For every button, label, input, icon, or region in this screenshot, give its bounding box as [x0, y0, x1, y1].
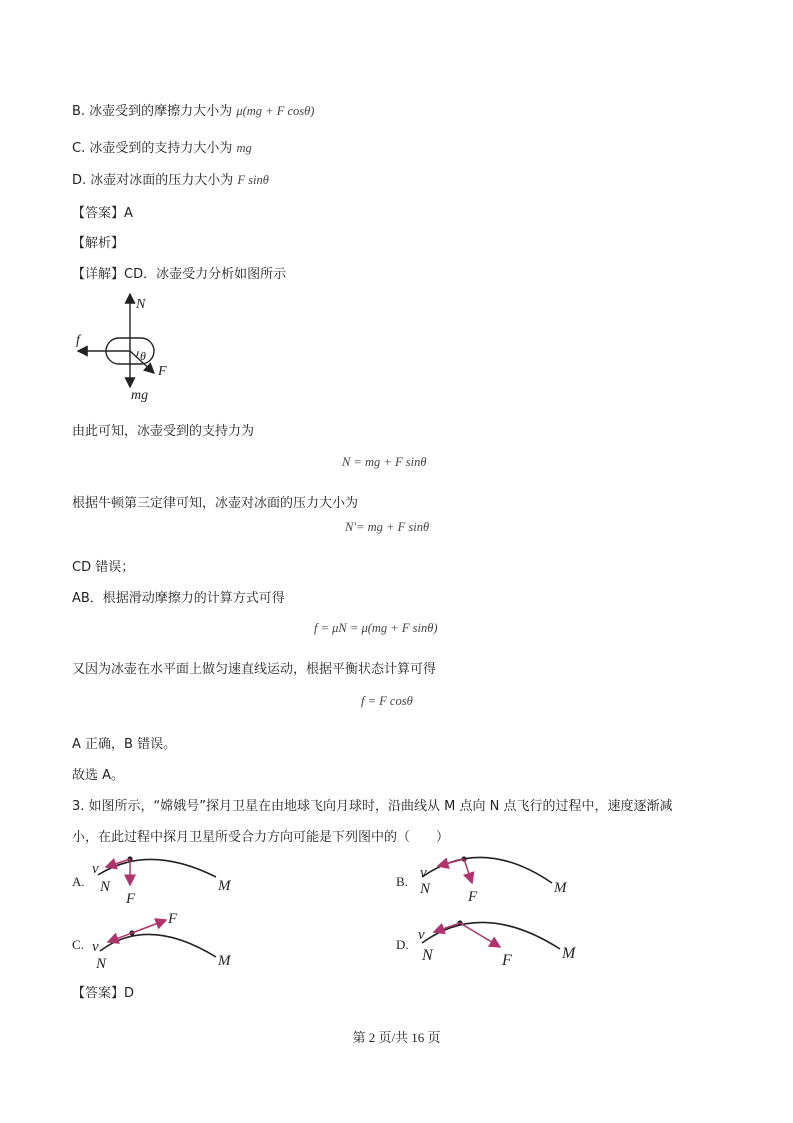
option-b-formula: μ(mg + F cosθ): [236, 104, 315, 118]
choice-a-diagram: [88, 845, 248, 910]
force-arrow: [132, 920, 166, 933]
para-2: 根据牛顿第三定律可知，冰壶对冰面的压力大小为: [72, 496, 359, 511]
para-3: CD 错误；: [72, 560, 135, 575]
option-d: [72, 169, 269, 188]
fbd-label-force: F: [158, 364, 167, 379]
choice-b-label: B.: [396, 874, 408, 889]
choice-a-label: A.: [72, 874, 85, 889]
detail-line: 【详解】CD．冰壶受力分析如图所示: [72, 267, 287, 282]
fbd-label-f: f: [76, 333, 80, 348]
theta-arc: [136, 351, 138, 357]
question-3-line-2: 小，在此过程中探月卫星所受合力方向可能是下列图中的（ ）: [72, 830, 450, 845]
page-footer: 第 2 页/共 16 页: [352, 1030, 441, 1045]
label-v: v: [420, 865, 427, 881]
choice-d-label: D.: [396, 937, 409, 952]
force-arrow: [460, 923, 500, 947]
free-body-diagram: [72, 290, 192, 405]
fbd-label-n: N: [136, 297, 146, 312]
option-c-formula: mg: [236, 141, 252, 155]
label-m: M: [218, 878, 231, 894]
para-1: 由此可知，冰壶受到的支持力为: [72, 424, 255, 439]
fbd-label-theta: θ: [140, 349, 146, 363]
trajectory-curve: [98, 859, 216, 877]
para-5: 又因为冰壶在水平面上做匀速直线运动，根据平衡状态计算可得: [72, 662, 437, 677]
choice-b-diagram: [412, 845, 582, 910]
question-3-line-1: 3. 如图所示，“嫦娥号”探月卫星在由地球飞向月球时，沿曲线从 M 点向 N 点飞行的过程中，速度逐渐减: [72, 799, 673, 814]
option-b: [72, 100, 314, 119]
label-f: F: [502, 952, 512, 969]
choice-c-diagram: [88, 905, 248, 975]
label-m: M: [562, 945, 576, 962]
option-b-text: B. 冰壶受到的摩擦力大小为: [72, 104, 233, 119]
equation-3: f = μN = μ(mg + F sinθ): [314, 621, 438, 635]
label-n: N: [96, 956, 107, 972]
choice-c-label: C.: [72, 937, 84, 952]
label-m: M: [554, 880, 567, 896]
equation-4: f = F cosθ: [361, 694, 413, 708]
label-f: F: [168, 911, 178, 927]
answer-line: 【答案】A: [72, 206, 133, 221]
choice-d-diagram: [412, 905, 587, 975]
para-7: 故选 A。: [72, 768, 125, 783]
label-m: M: [218, 953, 231, 969]
equation-1: N = mg + F sinθ: [342, 455, 427, 469]
answer-2-line: 【答案】D: [72, 986, 135, 1001]
label-f: F: [126, 891, 136, 907]
velocity-arrow: [434, 923, 460, 932]
fbd-label-mg: mg: [131, 388, 149, 403]
label-n: N: [422, 947, 433, 964]
label-v: v: [92, 861, 99, 877]
label-n: N: [100, 879, 111, 895]
option-d-formula: F sinθ: [237, 173, 269, 187]
option-c: [72, 137, 252, 156]
equation-2: N′= mg + F sinθ: [345, 520, 430, 534]
velocity-arrow: [438, 859, 464, 866]
para-6: A 正确，B 错误。: [72, 737, 177, 752]
label-v: v: [418, 927, 425, 943]
force-arrow: [464, 859, 472, 883]
trajectory-curve: [422, 857, 552, 883]
para-4: AB．根据滑动摩擦力的计算方式可得: [72, 591, 285, 606]
option-c-text: C. 冰壶受到的支持力大小为: [72, 141, 233, 156]
analysis-heading: 【解析】: [72, 236, 125, 251]
label-f: F: [468, 889, 478, 905]
label-n: N: [420, 881, 431, 897]
label-v: v: [92, 939, 99, 955]
trajectory-curve: [422, 922, 560, 949]
option-d-text: D. 冰壶对冰面的压力大小为: [72, 173, 234, 188]
